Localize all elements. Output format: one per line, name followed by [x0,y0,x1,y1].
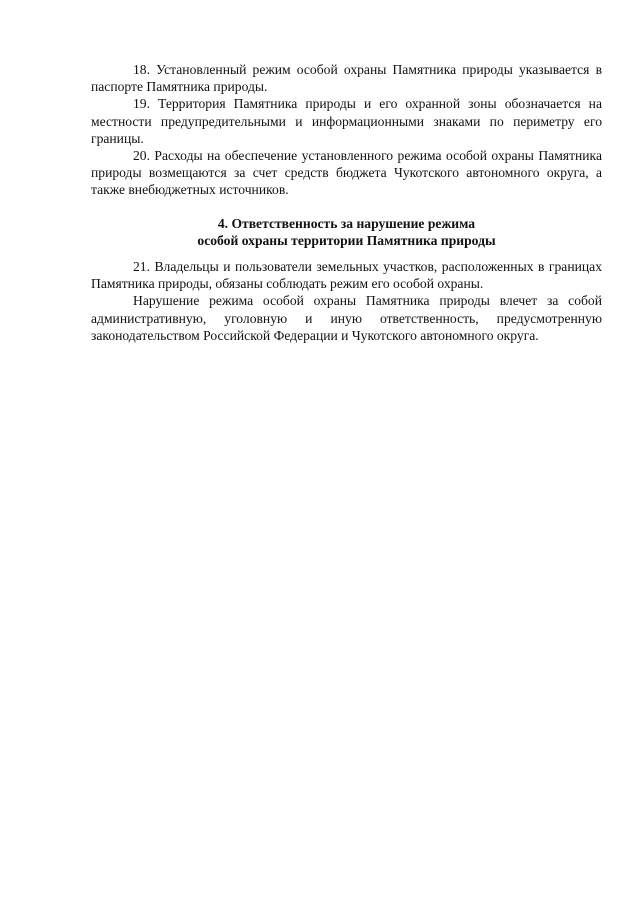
paragraph-18: 18. Установленный режим особой охраны Памятника природы указывается в паспорте Памятника природы. [91,62,602,95]
document-body [91,61,602,344]
paragraph-19: 19. Территория Памятника природы и его охранной зоны обозначается на местности предупредительными и информационными знаками по периметру его границы. [91,96,602,146]
section-heading [91,215,602,249]
section-heading-line-2: особой охраны территории Памятника природы [197,232,496,248]
section-heading-line-1: 4. Ответственность за нарушение режима [217,215,476,231]
paragraph-21: 21. Владельцы и пользователи земельных участков, расположенных в границах Памятника природы, обязаны соблюдать режим его особой охраны. [91,259,602,292]
paragraph-20: 20. Расходы на обеспечение установленного режима особой охраны Памятника природы возмещаются за счет средств бюджета Чукотского автономного округа, а также внебюджетных источников. [91,148,602,198]
paragraph-liability: Нарушение режима особой охраны Памятника природы влечет за собой административную, уголовную и иную ответственность, предусмотренную законодательством Российской Федерации и Чукотского автономного округа. [91,293,602,343]
